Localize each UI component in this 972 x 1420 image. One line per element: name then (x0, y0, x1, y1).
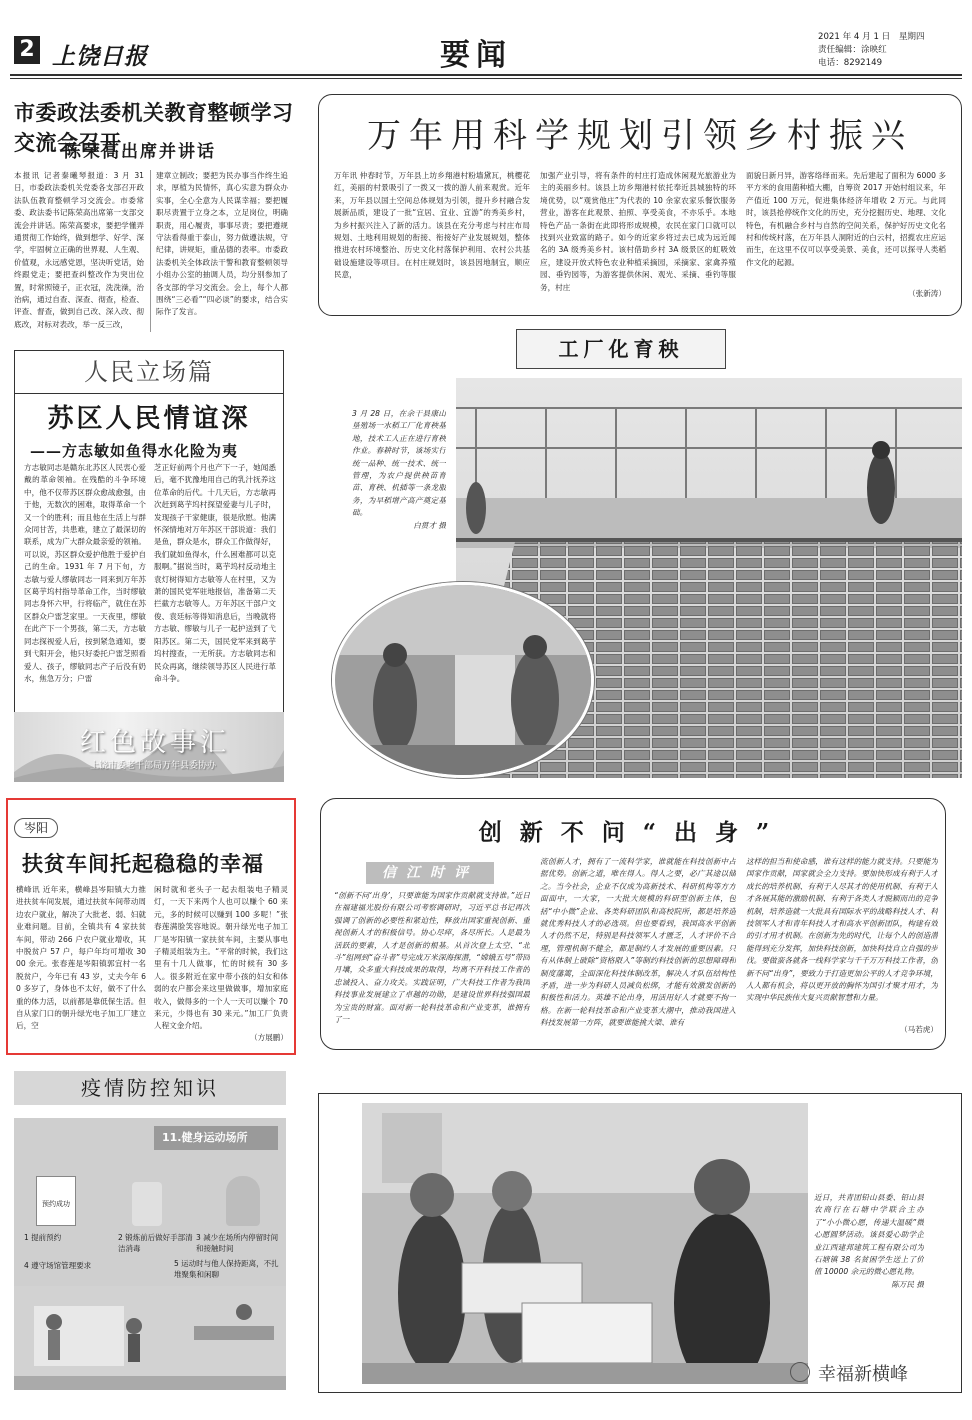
section-title: 要闻 (440, 38, 512, 73)
article1-subtitle: 陈荣高出席并讲话 (64, 142, 216, 162)
article8-byline: 陈万民 摄 (891, 1279, 924, 1289)
epidemic-knowledge-header: 疫情防控知识 (81, 1076, 219, 1100)
article5-col2 (154, 884, 288, 1048)
article2-body-col2: 加强产业引导，将有条件的村庄打造成休闲观光旅游业为主的美丽乡村。该县上坊乡翔港村依托奉近县城独特的环境优势，以“观赏他庄”为代表的 10 余家农家乐餐饮服务营业，游客在此观景、拍照、享受美食，不亦乐乎。本地特色产品一条街在此即将形成规模，农民在家门口就可以找到兴业致富的路子。如今的近家乡将过去已成为远近闻名的 3A 级秀美乡村。该村借助乡村 3A 级景区的虹吸效应，建设开放式特色农业种植采摘园，采摘家、家禽养殖园、垂钓园等，为游客提供休闲、观光、采摘、垂钓等服务，村庄 (540, 171, 736, 292)
donation-image-icon (362, 1103, 808, 1384)
header-info (818, 31, 968, 70)
article6-body-col1: “创新不问‘出身’，只要谁能为国家作贡献就支持谁。”近日在福建福光股份有限公司考察调研时，习近平总书记再次强调了创新的必要性和紧迫性，释放出国家重视创新、重视创新人才的积极信号。协心尽瘁，各尽所长。人是最为活跃的要素，人才是创新的根基。从首次登上太空、“北斗”组网到“奋斗者”号完成万米深海探潜，“嫦娥五号”带回月壤，众多重大科技成果的取得，均离不开科技工作者的忠诚投入、奋力攻关。实践证明，广大科技工作者为我国科技事业发展建立了卓越的功勋，是建设世界科技强国最为宝贵的财富。面对新一轮科技革命和产业变革，谁拥有了一 (334, 891, 530, 1025)
newspaper-logo: 上饶日报 (52, 43, 148, 70)
article1-body-col2: 建章立制改；要把为民办事当作终生追求，厚植为民情怀，真心实意为群众办实事，全心全意为人民谋幸福；要把履职尽责置于立身之本，立足岗位，明确职责，用心履责，事事尽责；要把遵规守法看得重于泰山，努力做遵法规，守纪律，讲规矩，重品德的表率。市委政法委机关全体政法干警和教育整顿领导小组办公室的抽调人员，均分别参加了各支部的学习交流会。会上，每个人都围绕“三必看”“四必谈”的要求，结合实际作了发言。 (156, 171, 288, 317)
article6-column-tag: 信江时评 (366, 862, 494, 884)
article3-body-col1: 方志敏同志是赣东北苏区人民衷心爱戴的革命领袖。在残酷的斗争环境中，他不仅带苏区群众愈战愈强，由于他，无数次的困难，取得革命一个又一个的胜利；而且他在生活上与群众同甘苦，共患难，建立了最深切的联系，成为广大群众最亲爱的领袖。可以说，苏区群众爱护他胜于爱护自己的生命。1931 年 7 月下旬，方志敏与爱人缪敏同志一同来到万年苏区葛芋坞村指导革命工作，当时缪敏同志身怀六甲，行将临产，就住在苏区群众户雷芝家里。一天夜里，缪敏在此产下一个男孩，第二天，方志敏同志探视爱人后，按到紧急通知，要到弋阳开会，他只好委托户雷芝照看爱人、孩子，缪敏同志产子后没有奶水，焦急万分；户雷 (24, 463, 146, 683)
date-line: 2021 年 4 月 1 日 星期四 (818, 32, 925, 42)
article2-body-col1: 万年讯 仲春时节，万年县上坊乡翔港村粉墙黛瓦，桃樱花红，美丽的村景吸引了一拨又一拨的游人前来观赏。近年来，万年县以国土空间总体规划为引领，提升乡村融合发展新品质，建设了一批“宜居、宜业、宜游”的秀美乡村，为乡村振兴注入了新的活力。该县在充分考虑与村庄布局规划、土地利用规划的衔接、衔接好产业发展规划，整体推进农村环境整治、历史文化村落保护利用、农村公共基础设施建设等项目。在村庄规划时，该县因地制宜，顺应民意， (334, 171, 530, 280)
article3-body-col2: 芝正好前两个月也产下一子，她闻悉后，毫不犹豫地用自己的乳汁抚养这位革命的后代。十几天后，方志敏再次赶到葛芋坞村探望爱妻与儿子时，发现孩子干家健康，很是欣慰。他满怀深情地对万年苏区干部说道：我们是鱼，群众是水，群众工作做得好，我们就如鱼得水，什么困难都可以克服啊。”据说当时，葛芋坞村反动地主袁灯树得知方志敏等人在村里，又为萧的国民党军驻地报信，准备第二天拦截方志敏等人。万年苏区干部户文俊、袁廷标等得知消息后，当晚就将方志敏、缪敏与儿子一起护送到了弋阳苏区。第二天，国民党军来到葛芋坞村搜查，一无所获。方志敏同志和民众再离，继续领导苏区人民进行革命斗争。 (154, 463, 276, 683)
booking-success-screen: 预约成功 (36, 1176, 76, 1226)
photo-story-byline: 白贯才 摄 (413, 520, 446, 530)
article2-col3 (746, 170, 946, 306)
poster-step-1: 1 提前预约 (24, 1233, 62, 1242)
article2-title: 万年用科学规划引领乡村振兴 (367, 116, 913, 156)
article1-title: 市委政法委机关教育整顿学习交流会召开 (14, 100, 294, 155)
person-icon (226, 1176, 260, 1226)
article2-byline: （张新涛） (908, 289, 946, 298)
article6-title: 创新不问“出身” (478, 819, 788, 846)
article5-title: 扶贫车间托起稳稳的幸福 (22, 851, 264, 876)
poster-step-4: 4 遵守场馆管理要求 (24, 1261, 92, 1270)
poster-title: 11.健身运动场所 (154, 1126, 278, 1150)
phone-line: 电话：8292149 (818, 58, 883, 68)
photo-story-caption: 3 月 28 日，在余干县康山垦殖场一水稻工厂化育秧基地，技术工人正在进行育秧作业。春耕时节，该场实行统一品种、统一技术、统一管理，为农户提供秧苗育苗、育秧、机插等一条龙服务，为早稻增产高产奠定基础。 (352, 409, 446, 518)
page-number: 2 (14, 36, 40, 64)
article5-byline: （方展鹏） (250, 1033, 288, 1042)
charity-gift-photo (362, 1103, 808, 1384)
article6-body-col2: 流创新人才，拥有了一流科学家，谁就能在科技创新中占据优势。创新之道，唯在得人。得人之要，必广其途以储之。当今社会，企业不仅成为高新技术、科研机构等方方面面中，一大家，一大批大规模的科研型创新主体，包括“中小微”企业、各类科研团队和高校院所，都是培养造就优秀科技人才的必选项。但也要看到，我国高水平创新人才仍然不足，特别是科技领军人才匮乏，人才评价不合理，管理机制不健全，都是制约人才发展的重要因素。只有从体制上破除“资格限入”等制约科技创新的思想障碍和制度藩篱，全面深化科技体制改革，解决人才队伍结构性矛盾，进一步为科研人员减负松绑，才能有效激发创新的积极性和活力。英雄不论出身，用活用好人才就要不拘一格。在新一轮科技革命和产业变革大潮中，推动我国进入科技发展第一方阵，就要谁能挑大梁、谁有 (540, 857, 736, 1028)
gym-scene-icon (14, 1286, 286, 1390)
article5-location-tag: 岑阳 (14, 818, 58, 838)
article1-divider (150, 170, 151, 332)
banner-title: 红色故事汇 (80, 728, 231, 758)
article3-subtitle: ——方志敏如鱼得水化险为夷 (30, 442, 239, 460)
wechat-icon (790, 1362, 810, 1382)
article5-body-col2: 闲时就和老头子一起去组装电子精灵灯，一天下来两个人也可以赚个 60 来元，多的时候可以赚到 100 多呢！”张春莲满脸笑容地说。朝升绿光电子加工厂是岑阳镇一家扶贫车间，主要从事电子精灵组装为主。“平常的时候，我们这里有十几人做事，忙的时候有 30 多人。很多附近在家中带小孩的妇女和体弱的农户都会来这里做做事，增加家庭收入，做得多的一个人一天可以赚个 70 来元，少得也有 30 来元。”加工厂负责人程文金介绍。 (154, 885, 288, 1031)
photo-story-title: 工厂化育秧 (558, 337, 684, 361)
article6-col3 (746, 856, 938, 1038)
article6-byline: （马若虎） (900, 1025, 938, 1034)
fitness-venue-poster (14, 1118, 286, 1390)
article2-body-col3: 面貌日新月异，游客络绎而来。先后建起了面积为 6000 多平方米的食用菌种植大棚，自筹资 2017 开始村组议来，年产值近 100 万元，促进集体经济年增收 2 万元。与此同时，该县抢停统作文化的历史，充分挖掘历史、地理、文化特色，有机融合乡村与自然的空间关系，保护好历史文化名村和传统村落，在万年县人洞附近的白云村，招揽农庄应运而生，在这里不仅可以享受美景、美食，还可以探寻人类稻作文化的起源。 (746, 171, 946, 267)
article5-body-col1: 横峰讯 近年来，横峰县岑阳镇大力推进扶贫车间发展，通过扶贫车间带动周边农户就业，解决了大批老、弱、妇就业难问题。目前，全镇共有 4 家扶贫车间，带动 266 户农户就业增收，其中脱贫户 57 户，每户年均可增收 3000 余元。张春莲是岑阳镇郭宜村一名脱贫户，今年已有 43 岁，丈夫今年 60 多岁了，身体也不太好，做不了什么重的体力活，以前都是靠低保生活。但自从家门口的朝升绿光电子加工厂建立后，空 (16, 885, 146, 1031)
poster-step-3: 3 减少在场所内停留时间和接触时间 (196, 1233, 279, 1253)
poster-step-5: 5 运动时与他人保持距离，不扎堆聚集和闲聊 (174, 1259, 279, 1279)
article3-title: 苏区人民情谊深 (47, 404, 251, 434)
watermark-text: 幸福新横峰 (818, 1364, 908, 1385)
article8-caption-block (814, 1192, 924, 1302)
header-rule-thin (10, 78, 962, 79)
editor-line: 责任编辑：涂映红 (818, 45, 887, 55)
workers-inset-photo (332, 582, 594, 778)
article8-caption: 近日，共青团铅山县委、铅山县农商行在石塘中学联合主办了“小小微心愿，传递大温暖”微心愿圆梦活动。该县爱心助学企业江西建邦建筑工程有限公司为石塘镇 38 名贫困学生送上了价值 10000 余元的微心愿礼物。 (814, 1193, 924, 1277)
article3-column-tag: 人民立场篇 (14, 350, 284, 394)
article1-body-col1: 本报讯 记者秦曦琴报道：3 月 31 日，市委政法委机关党委各支部召开政法队伍教育整顿学习交流会。市委常委、政法委书记陈荣高出席第一支部交流会并讲话。陈荣高要求，要把学懂弄通贯彻工作始终，做到想学、好学、深学，牢固树立正确的世界观、人生观、价值观，永远感党恩，坚决听党话，始终跟党走；要把查纠整改作为突出位置，时常照镜子，正衣冠，洗洗澡，治治病，通过自查、深查、彻查，检查、评查、督查，做到自己改、深入改、彻底改，对标对表改，举一反三改， (14, 171, 144, 329)
photo-story-caption-block (352, 408, 446, 558)
workers-image-icon (335, 585, 594, 778)
header-rule (10, 74, 962, 76)
article6-body-col3: 这样的担当和使命感，谁有这样的能力就支持。只要能为国家作贡献，国家就会全力支持。要加快形成有利于人才成长的培养机制、有利于人尽其才的使用机制、有利于人才各展其能的激励机制、有利于各类人才脱颖而出的竞争机制，培养造就一大批具有国际水平的战略科技人才、科技领军人才和青年科技人才和高水平创新团队，构建有效的引才用才机制。在创新为先的时代，让每个人的创造潜能得到充分发挥，加快科技创新，加快科技自立自强的步伐。要做蛮各就各一线科学家与千千万万科技工作者，创新不问“出身”，要致力于打造更加公平的人才竞争环境，人人都有机会，将以更开放的胸怀为国引才聚才用才，为实现中华民族伟大复兴贡献智慧和力量。 (746, 857, 938, 1003)
sanitizer-icon (132, 1182, 162, 1226)
banner-subtitle: 上饶市委老干部局万年县委协办 (90, 761, 217, 771)
poster-step-2: 2 锻炼前后做好手部清洁消毒 (118, 1233, 193, 1253)
